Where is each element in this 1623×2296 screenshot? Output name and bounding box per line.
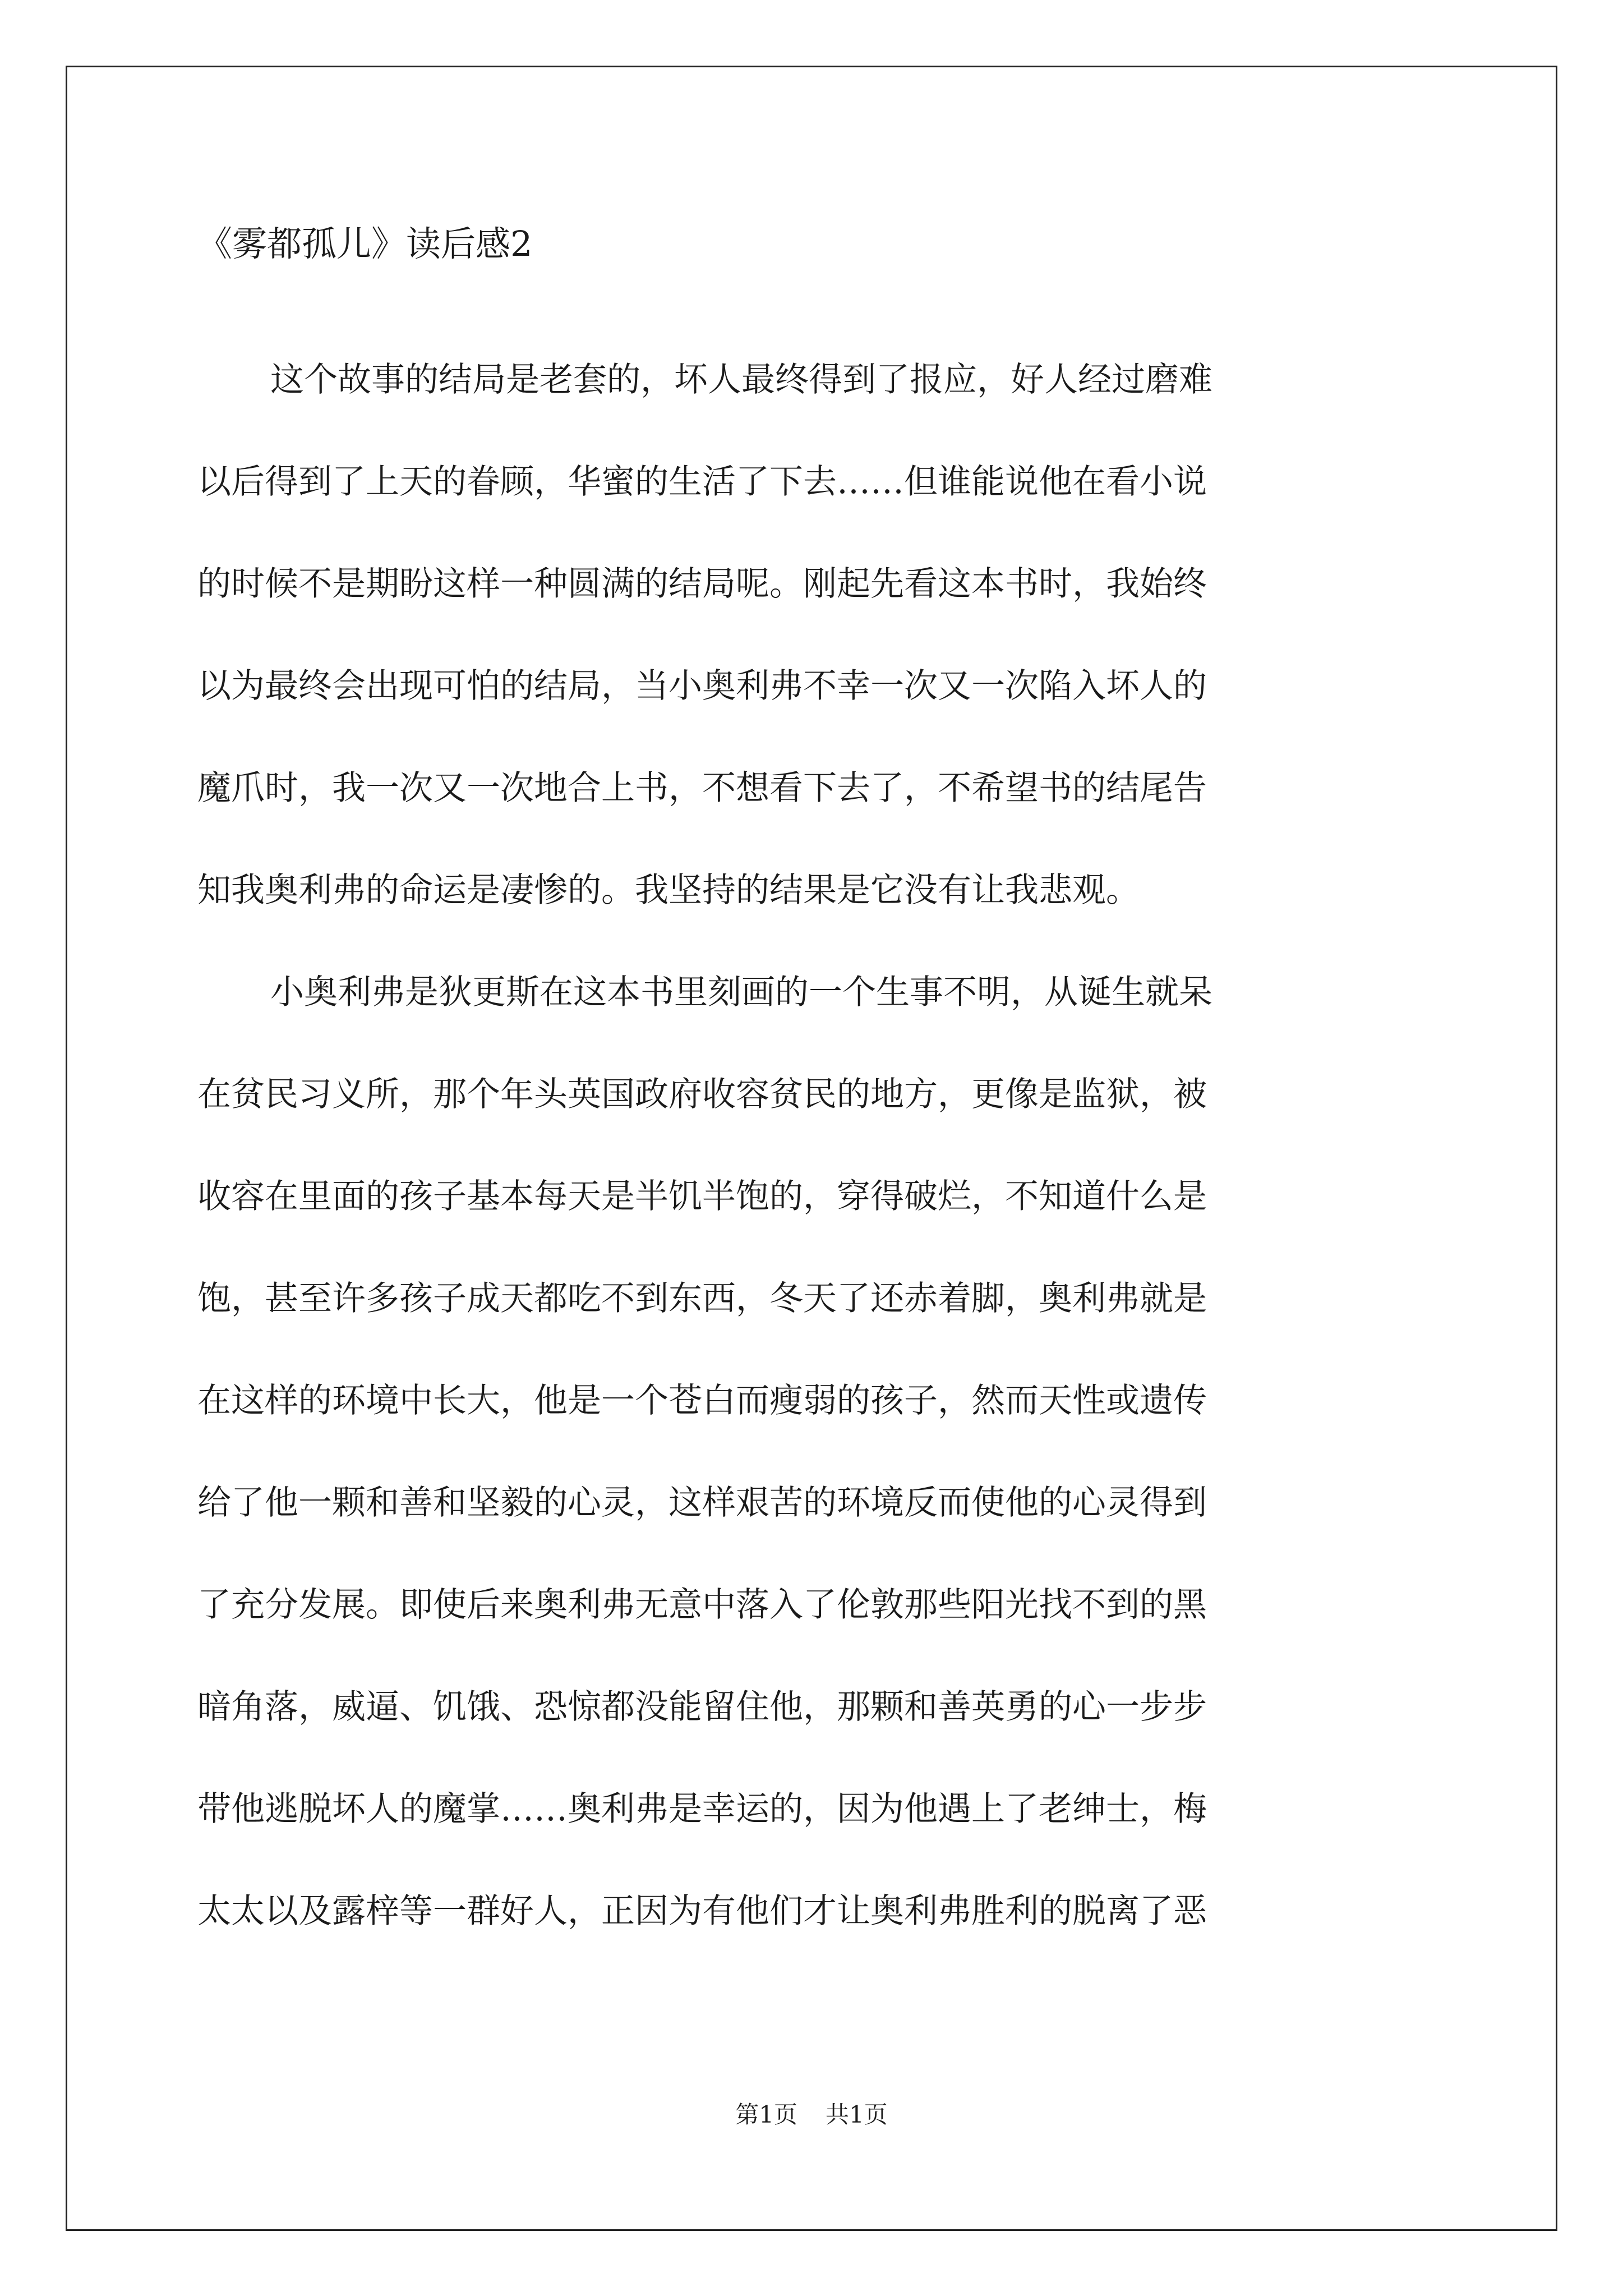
paragraph-line: 给了他一颗和善和坚毅的心灵，这样艰苦的环境反而使他的心灵得到	[197, 1483, 1207, 1522]
paragraph-line: 在这样的环境中长大，他是一个苍白而瘦弱的孩子，然而天性或遗传	[197, 1381, 1207, 1420]
paragraph-line: 收容在里面的孩子基本每天是半饥半饱的，穿得破烂，不知道什么是	[197, 1177, 1207, 1216]
document-body	[197, 329, 1429, 1962]
paragraph-line: 了充分发展。即使后来奥利弗无意中落入了伦敦那些阳光找不到的黑	[197, 1585, 1207, 1625]
paragraph-line: 魔爪时，我一次又一次地合上书，不想看下去了，不希望书的结尾告	[197, 769, 1207, 808]
paragraph-line: 以后得到了上天的眷顾，华蜜的生活了下去……但谁能说他在看小说	[197, 462, 1207, 501]
paragraph-line: 太太以及露梓等一群好人，正因为有他们才让奥利弗胜利的脱离了恶	[197, 1892, 1207, 1931]
page-footer	[0, 2098, 1623, 2132]
page-total: 共1页	[826, 2101, 888, 2128]
paragraph-line: 小奥利弗是狄更斯在这本书里刻画的一个生事不明，从诞生就呆	[270, 973, 1212, 1012]
paragraph-line: 饱，甚至许多孩子成天都吃不到东西，冬天了还赤着脚，奥利弗就是	[197, 1279, 1207, 1318]
paragraph-line: 这个故事的结局是老套的，坏人最终得到了报应，好人经过磨难	[270, 360, 1212, 399]
paragraph-line: 暗角落，威逼、饥饿、恐惊都没能留住他，那颗和善英勇的心一步步	[197, 1687, 1207, 1727]
page-number: 第1页	[735, 2101, 797, 2128]
paragraph-line: 以为最终会出现可怕的结局，当小奥利弗不幸一次又一次陷入坏人的	[197, 666, 1207, 706]
paragraph-line: 知我奥利弗的命运是凄惨的。我坚持的结果是它没有让我悲观。	[197, 871, 1140, 910]
paragraph-line: 的时候不是期盼这样一种圆满的结局呢。刚起先看这本书时，我始终	[197, 564, 1207, 604]
paragraph-line: 带他逃脱坏人的魔掌……奥利弗是幸运的，因为他遇上了老绅士，梅	[197, 1789, 1207, 1829]
paragraph-line: 在贫民习义所，那个年头英国政府收容贫民的地方，更像是监狱，被	[197, 1075, 1207, 1114]
document-title: 《雾都孤儿》读后感2	[197, 223, 533, 264]
